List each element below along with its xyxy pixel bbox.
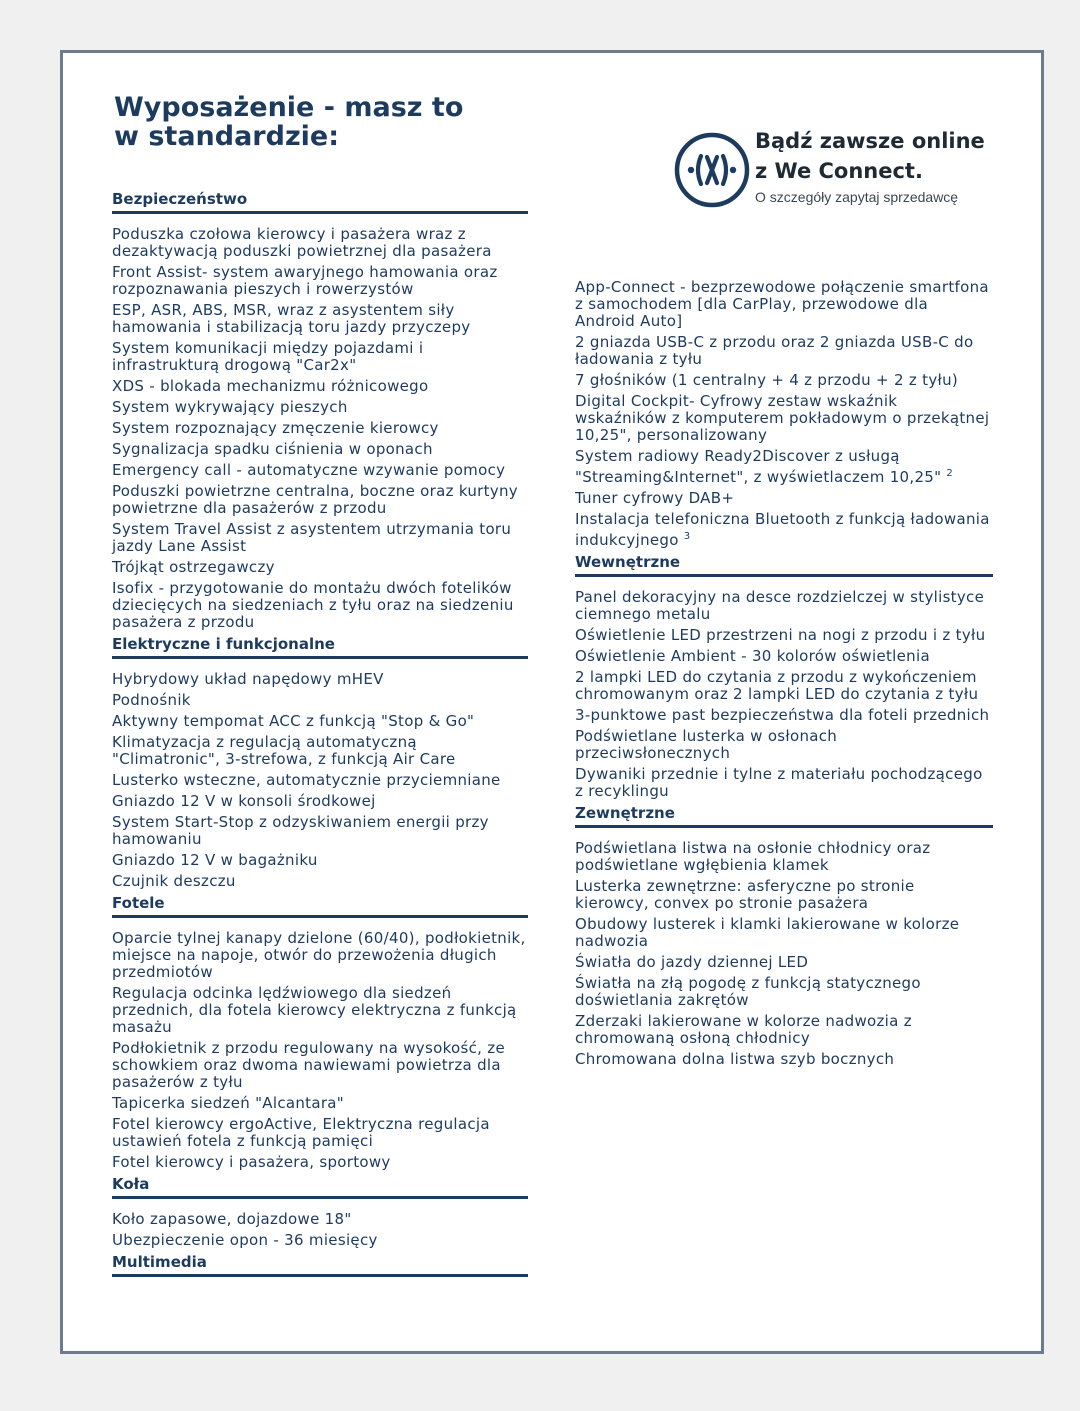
- list-item: [112, 852, 528, 869]
- list-item-text: Gniazdo 12 V w bagażniku: [112, 851, 318, 869]
- list-item-text: Lusterko wsteczne, automatycznie przyciemniane: [112, 771, 501, 789]
- list-item-text: Dywaniki przednie i tylne z materiału pochodzącego z recyklingu: [575, 765, 983, 800]
- list-item-text: 3-punktowe past bezpieczeństwa dla foteli przednich: [575, 706, 990, 724]
- list-item-text: Tuner cyfrowy DAB+: [575, 489, 735, 507]
- page-title-line1: Wyposażenie - masz to: [114, 92, 464, 123]
- list-item-text: Ubezpieczenie opon - 36 miesięcy: [112, 1231, 378, 1249]
- list-item: [575, 511, 993, 549]
- list-item: [575, 707, 993, 724]
- list-item-text: XDS - blokada mechanizmu różnicowego: [112, 377, 429, 395]
- section-wewnetrzne: [575, 553, 993, 800]
- list-item-text: App-Connect - bezprzewodowe połączenie smartfona z samochodem [dla CarPlay, przewodowe dla Android Auto]: [575, 278, 989, 330]
- list-item: [575, 728, 993, 762]
- list-item-text: Emergency call - automatyczne wzywanie pomocy: [112, 461, 506, 479]
- section-bezpieczenstwo: [112, 190, 528, 631]
- list-item-text: Gniazdo 12 V w konsoli środkowej: [112, 792, 376, 810]
- list-item-text: Podłokietnik z przodu regulowany na wysokość, ze schowkiem oraz dwoma nawiewami powietrza dla pasażerów z tyłu: [112, 1039, 506, 1091]
- section-heading: Elektryczne i funkcjonalne: [112, 635, 528, 659]
- promo-headline-1: Bądź zawsze online: [755, 129, 985, 153]
- list-item-text: System Travel Assist z asystentem utrzymania toru jazdy Lane Assist: [112, 520, 512, 555]
- list-item-text: Chromowana dolna listwa szyb bocznych: [575, 1050, 895, 1068]
- list-item: [112, 930, 528, 981]
- list-item: [575, 1013, 993, 1047]
- list-item: [112, 462, 528, 479]
- list-item: [112, 671, 528, 688]
- section-elektryczne-i-funkcjonalne: [112, 635, 528, 890]
- list-item-text: 2 lampki LED do czytania z przodu z wykończeniem chromowanym oraz 2 lampki LED do czytania z tyłu: [575, 668, 979, 703]
- list-item: [575, 916, 993, 950]
- list-item-text: Front Assist- system awaryjnego hamowania oraz rozpoznawania pieszych i rowerzystów: [112, 263, 498, 298]
- list-item-text: Podświetlane lusterka w osłonach przeciwsłonecznych: [575, 727, 838, 762]
- list-item: [112, 399, 528, 416]
- list-item-text: Zderzaki lakierowane w kolorze nadwozia z chromowaną osłoną chłodnicy: [575, 1012, 912, 1047]
- right-column: [575, 279, 993, 1072]
- section-zewnetrzne: [575, 804, 993, 1068]
- list-item: [575, 669, 993, 703]
- list-item: [575, 648, 993, 665]
- left-column: [112, 190, 528, 1289]
- list-item: [575, 878, 993, 912]
- list-item-text: System radiowy Ready2Discover z usługą "Streaming&Internet", z wyświetlaczem 10,25": [575, 447, 942, 486]
- list-item: [112, 873, 528, 890]
- list-item-text: Klimatyzacja z regulacją automatyczną "Climatronic", 3-strefowa, z funkcją Air Care: [112, 733, 456, 768]
- list-item-text: 7 głośników (1 centralny + 4 z przodu + 2 z tyłu): [575, 371, 959, 389]
- list-item-text: System komunikacji między pojazdami i infrastrukturą drogową "Car2x": [112, 339, 424, 374]
- list-item-text: ESP, ASR, ABS, MSR, wraz z asystentem siły hamowania i stabilizacją toru jazdy przyczepy: [112, 301, 471, 336]
- list-item-text: System Start-Stop z odzyskiwaniem energii przy hamowaniu: [112, 813, 489, 848]
- list-item-text: Regulacja odcinka lędźwiowego dla siedzeń przednich, dla fotela kierowcy elektryczna z funkcją masażu: [112, 984, 517, 1036]
- page-title: [114, 93, 514, 151]
- list-item: [112, 814, 528, 848]
- list-item: [112, 985, 528, 1036]
- list-item: [112, 441, 528, 458]
- list-item: [575, 279, 993, 330]
- list-item: [112, 378, 528, 395]
- list-item-text: Panel dekoracyjny na desce rozdzielczej w stylistyce ciemnego metalu: [575, 588, 985, 623]
- section-heading: Multimedia: [112, 1253, 528, 1277]
- list-item-text: Światła na złą pogodę z funkcją statycznego doświetlania zakrętów: [575, 974, 921, 1009]
- list-item: [112, 264, 528, 298]
- list-item: [575, 975, 993, 1009]
- promo-subtext: O szczegóły zapytaj sprzedawcę: [755, 189, 959, 205]
- list-item: [112, 1040, 528, 1091]
- footnote-marker: 2: [946, 468, 954, 479]
- list-item: [112, 1154, 528, 1171]
- list-item-text: Isofix - przygotowanie do montażu dwóch fotelików dziecięcych na siedzeniach z tyłu oraz na siedzeniu pasażera z przodu: [112, 579, 514, 631]
- list-item-text: Koło zapasowe, dojazdowe 18": [112, 1210, 352, 1228]
- list-item: [112, 340, 528, 374]
- promo-headline-2: z We Connect.: [755, 159, 923, 183]
- list-item-text: Poduszki powietrzne centralna, boczne oraz kurtyny powietrzne dla pasażerów z przodu: [112, 482, 518, 517]
- section-heading: Wewnętrzne: [575, 553, 993, 577]
- list-item: [112, 734, 528, 768]
- section-heading: Zewnętrzne: [575, 804, 993, 828]
- list-item: [575, 393, 993, 444]
- section-heading: Bezpieczeństwo: [112, 190, 528, 214]
- list-item: [112, 713, 528, 730]
- list-item: [112, 420, 528, 437]
- section-heading: Koła: [112, 1175, 528, 1199]
- list-item-text: Hybrydowy układ napędowy mHEV: [112, 670, 384, 688]
- section-heading: Fotele: [112, 894, 528, 918]
- list-item-text: Oparcie tylnej kanapy dzielone (60/40), podłokietnik, miejsce na napoje, otwór do przewożenia długich przedmiotów: [112, 929, 526, 981]
- list-item-text: Podświetlana listwa na osłonie chłodnicy oraz podświetlane wgłębienia klamek: [575, 839, 931, 874]
- list-item: [112, 226, 528, 260]
- list-item: [112, 793, 528, 810]
- list-item: [112, 692, 528, 709]
- list-item: [112, 1116, 528, 1150]
- list-item-text: Digital Cockpit- Cyfrowy zestaw wskaźnik wskaźników z komputerem pokładowym o przekątnej 10,25", personalizowany: [575, 392, 990, 444]
- list-item-text: Fotel kierowcy ergoActive, Elektryczna regulacja ustawień fotela z funkcją pamięci: [112, 1115, 490, 1150]
- list-item-text: Sygnalizacja spadku ciśnienia w oponach: [112, 440, 433, 458]
- list-item: [112, 559, 528, 576]
- section-multimedia: [112, 1253, 528, 1277]
- list-item: [575, 589, 993, 623]
- list-item-text: Oświetlenie LED przestrzeni na nogi z przodu i z tyłu: [575, 626, 986, 644]
- section-fotele: [112, 894, 528, 1171]
- we-connect-promo: [673, 127, 1003, 217]
- list-item: [575, 334, 993, 368]
- list-item: [112, 483, 528, 517]
- list-item: [575, 766, 993, 800]
- list-item: [575, 372, 993, 389]
- list-item: [112, 521, 528, 555]
- list-item-text: Oświetlenie Ambient - 30 kolorów oświetlenia: [575, 647, 930, 665]
- document-page: [60, 50, 1044, 1354]
- list-item-text: Aktywny tempomat ACC z funkcją "Stop & Go": [112, 712, 475, 730]
- list-item-text: Światła do jazdy dziennej LED: [575, 953, 809, 971]
- list-item: [575, 490, 993, 507]
- list-item-text: Obudowy lusterek i klamki lakierowane w kolorze nadwozia: [575, 915, 960, 950]
- list-item: [112, 772, 528, 789]
- list-item: [575, 627, 993, 644]
- list-item-text: 2 gniazda USB-C z przodu oraz 2 gniazda USB-C do ładowania z tyłu: [575, 333, 974, 368]
- list-item-text: System wykrywający pieszych: [112, 398, 348, 416]
- list-item-text: Czujnik deszczu: [112, 872, 236, 890]
- page-title-line2: w standardzie:: [114, 121, 340, 152]
- we-connect-logo-icon: [673, 131, 751, 209]
- list-item: [112, 1211, 528, 1228]
- list-item: [112, 580, 528, 631]
- list-item: [112, 1232, 528, 1249]
- list-item: [112, 1095, 528, 1112]
- footnote-marker: 3: [683, 531, 691, 542]
- list-item: [575, 954, 993, 971]
- section-continued: [575, 279, 993, 549]
- list-item-text: Podnośnik: [112, 691, 191, 709]
- list-item: [575, 1051, 993, 1068]
- list-item-text: Lusterka zewnętrzne: asferyczne po stronie kierowcy, convex po stronie pasażera: [575, 877, 915, 912]
- list-item-text: Poduszka czołowa kierowcy i pasażera wraz z dezaktywacją poduszki powietrznej dla pasażera: [112, 225, 492, 260]
- list-item-text: Trójkąt ostrzegawczy: [112, 558, 275, 576]
- list-item: [575, 448, 993, 486]
- list-item-text: Instalacja telefoniczna Bluetooth z funkcją ładowania indukcyjnego: [575, 510, 990, 549]
- list-item: [112, 302, 528, 336]
- list-item-text: Tapicerka siedzeń "Alcantara": [112, 1094, 345, 1112]
- section-kola: [112, 1175, 528, 1249]
- list-item-text: Fotel kierowcy i pasażera, sportowy: [112, 1153, 391, 1171]
- list-item: [575, 840, 993, 874]
- list-item-text: System rozpoznający zmęczenie kierowcy: [112, 419, 439, 437]
